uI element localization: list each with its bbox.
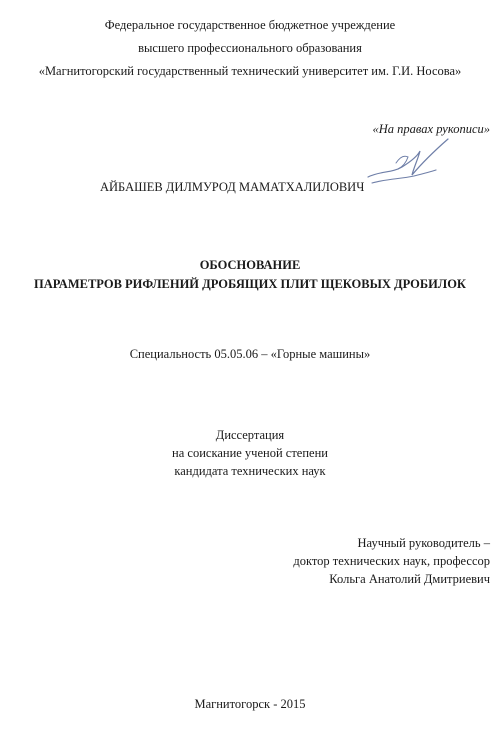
supervisor-label: Научный руководитель –	[357, 536, 490, 550]
thesis-title-line-2: ПАРАМЕТРОВ РИФЛЕНИЙ ДРОБЯЩИХ ПЛИТ ЩЕКОВЫХ ДРОБИЛОК	[34, 277, 466, 291]
dissertation-line-3: кандидата технических наук	[174, 464, 326, 478]
thesis-title-line-1: ОБОСНОВАНИЕ	[199, 258, 301, 272]
institution-line-2: высшего профессионального образования	[138, 41, 362, 55]
manuscript-note: «На правах рукописи»	[372, 122, 490, 136]
dissertation-line-2: на соискание ученой степени	[172, 446, 328, 460]
institution-line-1: Федеральное государственное бюджетное учреждение	[104, 18, 396, 32]
city-year: Магнитогорск - 2015	[194, 697, 306, 711]
institution-line-3: «Магнитогорский государственный технический университет им. Г.И. Носова»	[38, 64, 462, 78]
supervisor-degree: доктор технических наук, профессор	[293, 554, 490, 568]
author-name: АЙБАШЕВ ДИЛМУРОД МАМАТХАЛИЛОВИЧ	[100, 180, 365, 194]
handwritten-signature	[362, 133, 452, 191]
dissertation-line-1: Диссертация	[215, 428, 285, 442]
supervisor-name: Кольга Анатолий Дмитриевич	[329, 572, 490, 586]
specialty: Специальность 05.05.06 – «Горные машины»	[129, 347, 371, 361]
